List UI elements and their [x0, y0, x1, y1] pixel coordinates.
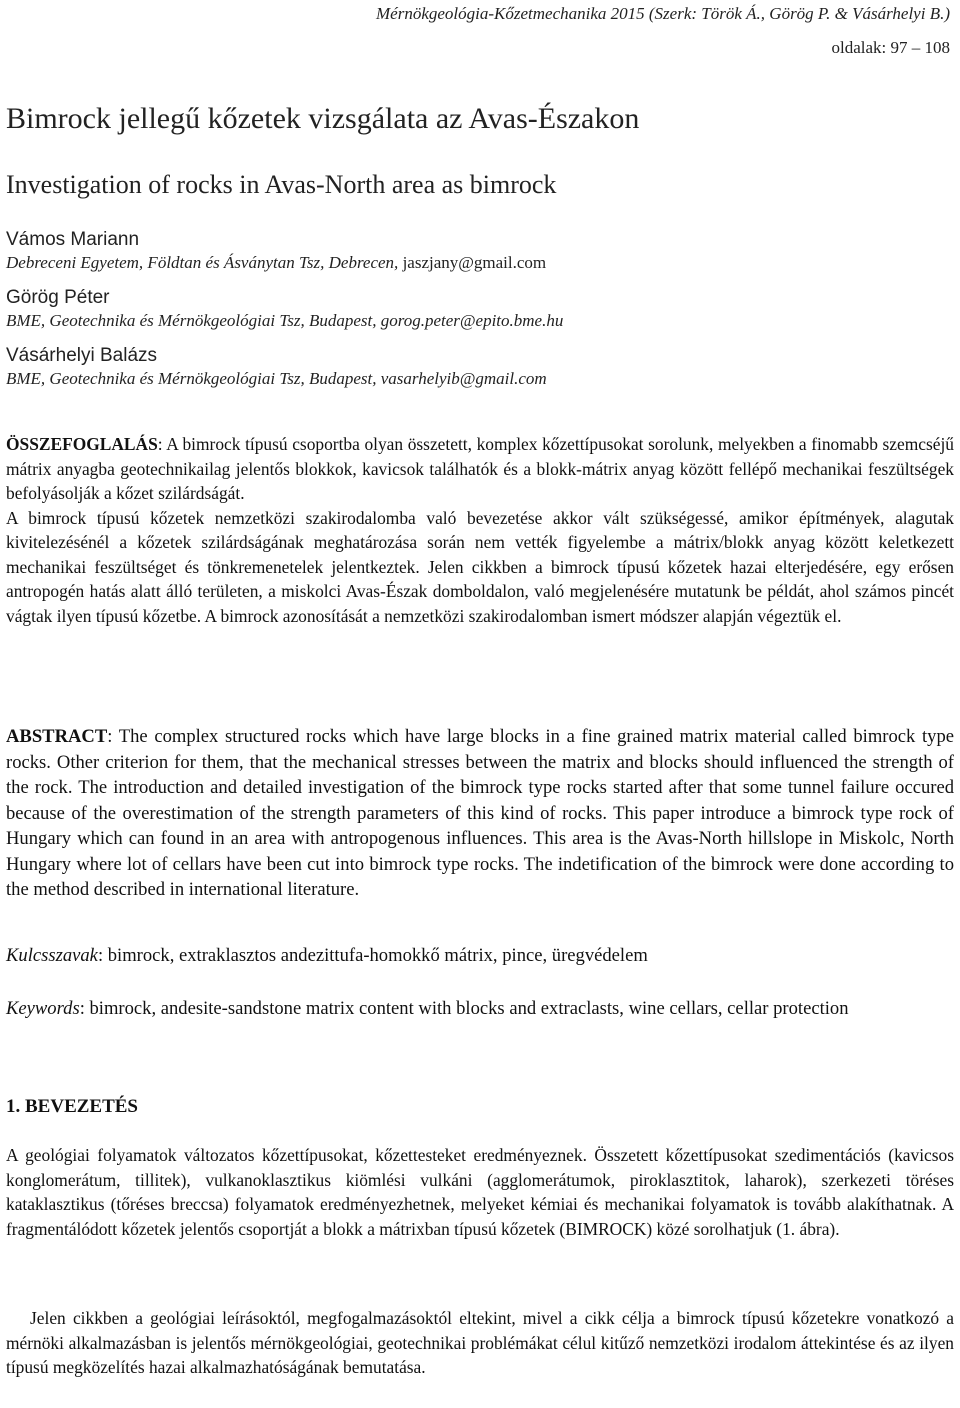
keywords-hungarian-text: : bimrock, extraklasztos andezittufa-homokkő mátrix, pince, üregvédelem: [97, 945, 648, 966]
author-name: Vásárhelyi Balázs: [6, 345, 158, 366]
intro-paragraph: Jelen cikkben a geológiai leírásoktól, megfogalmazásoktól eltekint, mivel a cikk célja a bimrock típusú kőzetekre vonatkozó a mérnöki alkalmazásban is jelentős mérnökgeológiai, geotechnikai problémákat célul kitűző nemzetközi irodalom áttekintése és az ilyen típusú megközelítés hazai alkalmazhatóságának bemutatása.: [6, 1308, 954, 1377]
abstract-hungarian: [6, 432, 954, 628]
keywords-english-text: : bimrock, andesite-sandstone matrix content with blocks and extraclasts, wine cellars, cellar protection: [79, 998, 849, 1019]
author-affiliation: BME, Geotechnika és Mérnökgeológiai Tsz, Budapest, vasarhelyib@gmail.com: [6, 369, 547, 388]
title-english: Investigation of rocks in Avas-North area as bimrock: [6, 170, 557, 199]
intro-paragraph: A geológiai folyamatok változatos kőzettípusokat, kőzettesteket eredményeznek. Összetett kőzettípusokat szedimentációs (kavicsos konglomerátum, tillitek), vulkanoklasztikus kiömlési vulkáni (agglomerátumok, piroklasztitok, laharok), szerkezeti töréses kataklasztikus (tőréses breccsa) folyamatok eredményezhetnek, melyeket kémiai és mechanikai folyamatok is tovább alakíthatnak. A fragmentálódott kőzetek jelentős csoportját a blokk a mátrixban típusú kőzetek (BIMROCK) közé sorolhatjuk (1. ábra).: [6, 1145, 954, 1239]
author-name: Görög Péter: [6, 287, 110, 308]
author-affiliation: [6, 252, 946, 274]
keywords-hungarian: [6, 944, 954, 969]
title-hungarian: Bimrock jellegű kőzetek vizsgálata az Avas-Északon: [6, 102, 640, 135]
abstract-hungarian-p1: [6, 432, 954, 506]
affiliation-text: Debreceni Egyetem, Földtan és Ásványtan Tsz, Debrecen,: [6, 253, 399, 272]
author-email: jaszjany@gmail.com: [402, 253, 547, 272]
abstract-hungarian-p2: A bimrock típusú kőzetek nemzetközi szakirodalomba való bevezetése akkor vált szükségessé, amikor építmények, alagutak kivitelezésénél a kőzetek szilárdságának meghatározása során nem vették figyelembe a mátrix/blokk anyag között keletkezett mechanikai feszültséget és tönkremenetelek jelentkeztek. Jelen cikkben a bimrock típusú kőzetek hazai elterjedésére, egy erősen antropogén hatás alatt álló területen, a miskolci Avas-Észak domboldalon, való megjelenésére mutatunk be példát, ahol számos pincét vágtak ilyen típusú kőzetbe. A bimrock azonosítását a nemzetközi szakirodalomban ismert módszer alapján végeztük el.: [6, 507, 954, 626]
author-affiliation: BME, Geotechnika és Mérnökgeológiai Tsz, Budapest, gorog.peter@epito.bme.hu: [6, 311, 564, 330]
journal-header: Mérnökgeológia-Kőzetmechanika 2015 (Szerk: Török Á., Görög P. & Vásárhelyi B.): [376, 4, 950, 23]
keywords-hungarian-label: Kulcsszavak: [6, 945, 98, 966]
section-heading: 1. BEVEZETÉS: [6, 1096, 138, 1117]
abstract-english: [6, 724, 954, 903]
keywords-english: [6, 996, 954, 1022]
author-name: Vámos Mariann: [6, 229, 140, 250]
keywords-english-label: Keywords: [6, 998, 80, 1019]
abstract-hungarian-text: : A bimrock típusú csoportba olyan összetett, komplex kőzettípusokat sorolunk, melyekben a finomabb szemcséjű mátrix anyagba geotechnikailag jelentős blokkok, kavicsok találhatók és a blokk-mátrix anyag között fellépő mechanikai feszültségek befolyásolják a kőzet szilárdságát.: [6, 434, 954, 503]
page-range: oldalak: 97 – 108: [831, 38, 950, 57]
abstract-hungarian-label: ÖSSZEFOGLALÁS: [6, 434, 158, 454]
abstract-english-text: : The complex structured rocks which have large blocks in a fine grained matrix material called bimrock type rocks. Other criterion for them, that the mechanical stresses between the matrix and blocks should influenced the strength of the rock. The introduction and detailed investigation of the bimrock type rocks started after that some tunnel failure occured because of the overestimation of the strength parameters of this kind of rocks. This paper introduce a bimrock type rock of Hungary which can found in an area with antropogenous influences. This area is the Avas-North hillslope in Miskolc, North Hungary where lot of cellars have been cut into bimrock type rocks. The indetification of the bimrock were done according to the method described in international literature.: [6, 726, 954, 900]
abstract-english-label: ABSTRACT: [6, 726, 108, 747]
author-list: [6, 228, 946, 402]
